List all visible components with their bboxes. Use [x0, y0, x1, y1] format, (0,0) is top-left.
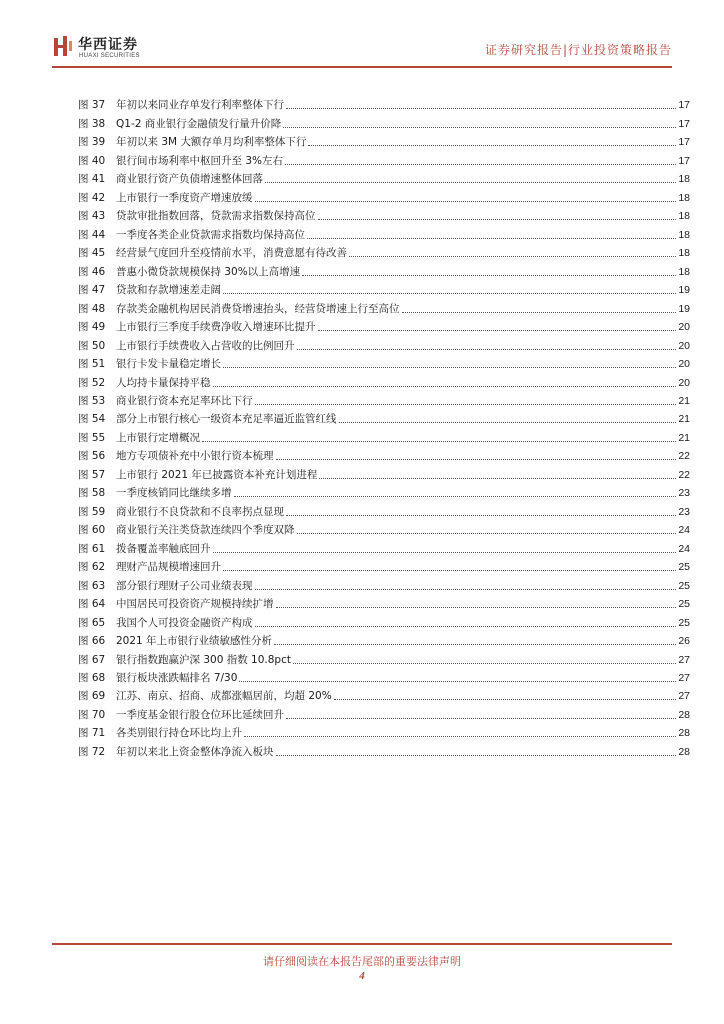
figure-page-number: 27 — [678, 690, 690, 703]
toc-entry[interactable] — [78, 168, 690, 186]
figure-page-number: 28 — [678, 745, 690, 758]
figure-label: 图 59 — [78, 505, 106, 518]
figure-label: 图 46 — [78, 265, 106, 278]
figure-label: 图 62 — [78, 561, 106, 574]
figure-title: 一季度核销同比继续多增 — [116, 487, 232, 500]
toc-entry[interactable] — [78, 648, 690, 666]
figure-page-number: 17 — [678, 99, 690, 112]
page-header — [0, 0, 724, 70]
dot-leader — [302, 274, 676, 276]
figure-title: 上市银行手续费收入占营收的比例回升 — [116, 339, 295, 352]
page-number: 4 — [359, 970, 365, 982]
figure-page-number: 17 — [678, 154, 690, 167]
figure-title: 存款类金融机构居民消费贷增速抬头，经营贷增速上行至高位 — [116, 302, 400, 315]
huaxi-logo-icon — [52, 35, 74, 57]
dot-leader — [318, 329, 677, 331]
figure-page-number: 24 — [678, 542, 690, 555]
figure-title: 拨备覆盖率触底回升 — [116, 542, 211, 555]
figure-page-number: 20 — [678, 376, 690, 389]
figure-label: 图 45 — [78, 247, 106, 260]
figure-page-number: 20 — [678, 358, 690, 371]
figure-title: 江苏、南京、招商、成都涨幅居前，均超 20% — [116, 690, 332, 703]
figure-title: 银行板块涨跌幅排名 7/30 — [116, 672, 238, 684]
dot-leader — [349, 255, 676, 257]
toc-entry[interactable] — [78, 131, 690, 149]
figure-title: 上市银行 2021 年已披露资本补充计划进程 — [116, 468, 318, 481]
figure-title: Q1-2 商业银行金融债发行量升价降 — [116, 117, 282, 130]
toc-entry[interactable] — [78, 205, 690, 223]
toc-entry[interactable] — [78, 242, 690, 260]
brand-name-en: HUAXI SECURITIES — [79, 53, 140, 59]
toc-entry[interactable] — [78, 667, 690, 685]
toc-entry[interactable] — [78, 316, 690, 334]
legal-disclaimer: 请仔细阅读在本报告尾部的重要法律声明 — [263, 955, 461, 968]
figure-page-number: 24 — [678, 524, 690, 537]
figure-page-number: 21 — [678, 431, 690, 444]
toc-entry[interactable] — [78, 112, 690, 130]
toc-entry[interactable] — [78, 556, 690, 574]
figure-page-number: 28 — [678, 708, 690, 721]
report-type: 证券研究报告|行业投资策略报告 — [484, 43, 672, 57]
figure-label: 图 40 — [78, 154, 106, 167]
figure-page-number: 25 — [678, 561, 690, 574]
header-divider — [52, 66, 672, 68]
dot-leader — [276, 606, 677, 608]
figure-page-number: 19 — [678, 284, 690, 297]
dot-leader — [255, 625, 677, 627]
toc-entry[interactable] — [78, 186, 690, 204]
figure-title: 贷款审批指数回落，贷款需求指数保持高位 — [116, 210, 316, 223]
figure-title: 商业银行资本充足率环比下行 — [116, 394, 253, 407]
figure-title: 上市银行三季度手续费净收入增速环比提升 — [116, 321, 316, 334]
toc-entry[interactable] — [78, 537, 690, 555]
brand-name-cn: 华西证券 — [78, 37, 138, 53]
figure-label: 图 38 — [78, 117, 106, 130]
toc-entry[interactable] — [78, 482, 690, 500]
dot-leader — [334, 698, 677, 700]
figure-label: 图 72 — [78, 745, 106, 758]
figure-label: 图 48 — [78, 302, 106, 315]
toc-entry[interactable] — [78, 500, 690, 518]
figure-page-number: 17 — [678, 136, 690, 149]
figure-title: 商业银行不良贷款和不良率拐点显现 — [116, 505, 284, 518]
figure-label: 图 55 — [78, 431, 106, 444]
figure-title: 商业银行资产负债增速整体回落 — [116, 173, 263, 186]
figure-page-number: 23 — [678, 487, 690, 500]
figure-title: 商业银行关注类贷款连续四个季度双降 — [116, 524, 295, 537]
toc-entry[interactable] — [78, 353, 690, 371]
figure-title: 银行间市场利率中枢回升至 3%左右 — [116, 154, 283, 167]
figure-title: 贷款和存款增速差走阔 — [116, 284, 221, 297]
figure-label: 图 51 — [78, 358, 106, 371]
figure-page-number: 22 — [678, 450, 690, 463]
dot-leader — [293, 662, 676, 664]
toc-entry[interactable] — [78, 685, 690, 703]
dot-leader — [286, 107, 676, 109]
dot-leader — [234, 495, 677, 497]
figure-label: 图 69 — [78, 690, 106, 703]
toc-entry[interactable] — [78, 260, 690, 278]
figure-label: 图 57 — [78, 468, 106, 481]
figure-page-number: 27 — [678, 653, 690, 666]
dot-leader — [255, 588, 677, 590]
dot-leader — [319, 477, 676, 479]
figure-label: 图 47 — [78, 284, 106, 297]
footer-divider — [52, 943, 672, 945]
dot-leader — [265, 181, 676, 183]
dot-leader — [213, 385, 677, 387]
figure-page-number: 21 — [678, 413, 690, 426]
dot-leader — [307, 237, 676, 239]
figure-label: 图 42 — [78, 191, 106, 204]
figure-page-number: 21 — [678, 394, 690, 407]
figure-label: 图 71 — [78, 727, 106, 740]
dot-leader — [244, 735, 676, 737]
toc-entry[interactable] — [78, 630, 690, 648]
toc-entry[interactable] — [78, 297, 690, 315]
figure-title: 银行指数跑赢沪深 300 指数 10.8pct — [116, 653, 291, 666]
figure-title: 理财产品规模增速回升 — [116, 561, 221, 574]
dot-leader — [276, 754, 677, 756]
dot-leader — [402, 311, 677, 313]
toc-entry[interactable] — [78, 519, 690, 537]
figure-page-number: 22 — [678, 468, 690, 481]
dot-leader — [286, 514, 676, 516]
figure-title: 人均持卡量保持平稳 — [116, 376, 211, 389]
figure-page-number: 19 — [678, 302, 690, 315]
figure-title: 银行卡发卡量稳定增长 — [116, 358, 221, 371]
figure-page-number: 25 — [678, 598, 690, 611]
figure-title: 各类别银行持仓环比均上升 — [116, 727, 242, 740]
figure-page-number: 18 — [678, 191, 690, 204]
figure-page-number: 20 — [678, 339, 690, 352]
dot-leader — [286, 717, 676, 719]
dot-leader — [274, 643, 676, 645]
figure-title: 一季度各类企业贷款需求指数均保持高位 — [116, 228, 305, 241]
figure-page-number: 18 — [678, 265, 690, 278]
toc-entry[interactable] — [78, 740, 690, 758]
figure-title: 2021 年上市银行业绩敏感性分析 — [116, 635, 273, 648]
figure-page-number: 28 — [678, 727, 690, 740]
dot-leader — [223, 569, 676, 571]
figure-title: 地方专项债补充中小银行资本梳理 — [116, 450, 274, 463]
figure-page-number: 18 — [678, 173, 690, 186]
figure-title: 年初以来同业存单发行利率整体下行 — [116, 99, 284, 112]
dot-leader — [213, 551, 677, 553]
toc-entry[interactable] — [78, 334, 690, 352]
toc-entry[interactable] — [78, 463, 690, 481]
toc-entry[interactable] — [78, 722, 690, 740]
figure-label: 图 65 — [78, 616, 106, 629]
toc-entry[interactable] — [78, 611, 690, 629]
figure-label: 图 53 — [78, 394, 106, 407]
figure-title: 中国居民可投资资产规模持续扩增 — [116, 598, 274, 611]
toc-entry[interactable] — [78, 703, 690, 721]
figure-page-number: 23 — [678, 505, 690, 518]
toc-entry[interactable] — [78, 390, 690, 408]
toc-entry[interactable] — [78, 94, 690, 112]
dot-leader — [308, 144, 676, 146]
figure-title: 上市银行一季度资产增速放缓 — [116, 191, 253, 204]
figure-title: 一季度基金银行股仓位环比延续回升 — [116, 708, 284, 721]
dot-leader — [276, 458, 677, 460]
figure-page-number: 25 — [678, 579, 690, 592]
figure-label: 图 39 — [78, 136, 106, 149]
figure-label: 图 61 — [78, 542, 106, 555]
figure-page-number: 27 — [678, 672, 690, 684]
toc-entry[interactable] — [78, 371, 690, 389]
figure-page-number: 26 — [678, 635, 690, 648]
dot-leader — [223, 366, 676, 368]
figure-title: 我国个人可投资金融资产构成 — [116, 616, 253, 629]
figure-label: 图 66 — [78, 635, 106, 648]
dot-leader — [255, 200, 677, 202]
figure-label: 图 49 — [78, 321, 106, 334]
figure-page-number: 18 — [678, 210, 690, 223]
toc-entry[interactable] — [78, 408, 690, 426]
dot-leader — [339, 421, 677, 423]
figure-title: 年初以来 3M 大额存单月均利率整体下行 — [116, 136, 307, 149]
figure-page-number: 18 — [678, 247, 690, 260]
figure-title: 部分上市银行核心一级资本充足率逼近监管红线 — [116, 413, 337, 426]
figure-label: 图 64 — [78, 598, 106, 611]
toc-entry[interactable] — [78, 223, 690, 241]
figure-label: 图 50 — [78, 339, 106, 352]
figure-title: 上市银行定增概况 — [116, 431, 200, 444]
figure-page-number: 25 — [678, 616, 690, 629]
figure-title: 经营景气度回升至疫情前水平，消费意愿有待改善 — [116, 247, 347, 260]
figure-label: 图 60 — [78, 524, 106, 537]
figure-label: 图 52 — [78, 376, 106, 389]
figure-title: 普惠小微贷款规模保持 30%以上高增速 — [116, 265, 301, 278]
toc-entry[interactable] — [78, 149, 690, 167]
figure-label: 图 43 — [78, 210, 106, 223]
toc-entry[interactable] — [78, 426, 690, 444]
figure-label: 图 63 — [78, 579, 106, 592]
figure-label: 图 54 — [78, 413, 106, 426]
dot-leader — [239, 680, 676, 682]
figure-label: 图 58 — [78, 487, 106, 500]
dot-leader — [285, 163, 676, 165]
figure-title: 年初以来北上资金整体净流入板块 — [116, 745, 274, 758]
figure-title: 部分银行理财子公司业绩表现 — [116, 579, 253, 592]
toc-entry[interactable] — [78, 574, 690, 592]
dot-leader — [318, 218, 677, 220]
figure-page-number: 18 — [678, 228, 690, 241]
figure-label: 图 56 — [78, 450, 106, 463]
dot-leader — [297, 348, 677, 350]
figure-label: 图 70 — [78, 708, 106, 721]
toc-entry[interactable] — [78, 279, 690, 297]
dot-leader — [255, 403, 677, 405]
figure-label: 图 68 — [78, 672, 106, 684]
toc-entry[interactable] — [78, 445, 690, 463]
dot-leader — [297, 532, 677, 534]
figure-label: 图 67 — [78, 653, 106, 666]
figure-label: 图 44 — [78, 228, 106, 241]
figure-list — [78, 94, 690, 759]
figure-page-number: 17 — [678, 117, 690, 130]
figure-page-number: 20 — [678, 321, 690, 334]
dot-leader — [202, 440, 676, 442]
figure-label: 图 41 — [78, 173, 106, 186]
figure-label: 图 37 — [78, 99, 106, 112]
dot-leader — [283, 126, 676, 128]
dot-leader — [223, 292, 676, 294]
toc-entry[interactable] — [78, 593, 690, 611]
